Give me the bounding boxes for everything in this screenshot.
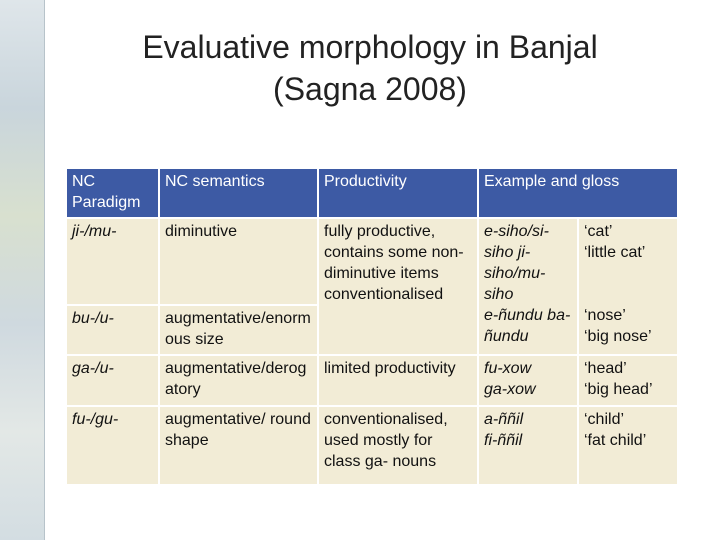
header-example bbox=[478, 168, 678, 218]
row-3-example bbox=[478, 355, 578, 406]
row-2-paradigm bbox=[66, 305, 159, 355]
row-3-paradigm-text: ga-/u- bbox=[72, 360, 114, 377]
row-2-semantics-text: augmentative/enormous size bbox=[165, 310, 311, 348]
header-nc-paradigm bbox=[66, 168, 159, 218]
header-productivity-label: Productivity bbox=[324, 173, 407, 190]
row-1-gloss-2: ‘little cat’ bbox=[584, 244, 646, 261]
row-1-example-text: e-siho/si-siho ji-siho/mu-siho bbox=[484, 223, 549, 303]
row-1-productivity-text: fully productive, contains some non-diminutive items bbox=[324, 223, 464, 282]
slide-title bbox=[60, 26, 680, 110]
header-example-label: Example and gloss bbox=[484, 173, 620, 190]
rows-1-2-gloss bbox=[578, 218, 678, 355]
row-3-example-1: fu-xow bbox=[484, 360, 532, 377]
row-3-gloss-1: ‘head’ bbox=[584, 360, 627, 377]
row-1-semantics-text: diminutive bbox=[165, 223, 238, 240]
row-2-paradigm-text: bu-/u- bbox=[72, 310, 114, 327]
row-4-example-1: a-ññil bbox=[484, 411, 524, 428]
row-2-gloss-2: ‘big nose’ bbox=[584, 328, 652, 345]
row-2-productivity-text: conventionalised bbox=[324, 286, 444, 303]
slide-title-line-2: (Sagna 2008) bbox=[273, 71, 467, 107]
header-nc-paradigm-label: NC Paradigm bbox=[72, 173, 141, 211]
row-3-productivity bbox=[318, 355, 478, 406]
header-productivity bbox=[318, 168, 478, 218]
slide-title-line-1: Evaluative morphology in Banjal bbox=[142, 29, 598, 65]
decorative-side-strip bbox=[0, 0, 44, 540]
rows-1-2-productivity bbox=[318, 218, 478, 355]
row-4-gloss bbox=[578, 406, 678, 485]
row-2-semantics bbox=[159, 305, 318, 355]
row-4-productivity bbox=[318, 406, 478, 485]
row-3-semantics bbox=[159, 355, 318, 406]
side-strip-edge bbox=[44, 0, 45, 540]
row-3-gloss bbox=[578, 355, 678, 406]
row-4-example bbox=[478, 406, 578, 485]
row-4-example-2: fi-ññil bbox=[484, 432, 523, 449]
row-4-productivity-text: conventionalised, used mostly for class ga- nouns bbox=[324, 411, 448, 470]
rows-1-2-example bbox=[478, 218, 578, 355]
row-3-paradigm bbox=[66, 355, 159, 406]
row-3-gloss-2: ‘big head’ bbox=[584, 381, 653, 398]
nc-table bbox=[66, 168, 678, 485]
row-4-gloss-2: ‘fat child’ bbox=[584, 432, 647, 449]
row-3-productivity-text: limited productivity bbox=[324, 360, 456, 377]
row-1-gloss-1: ‘cat’ bbox=[584, 223, 613, 240]
row-4-gloss-1: ‘child’ bbox=[584, 411, 625, 428]
row-2-gloss-1: ‘nose’ bbox=[584, 307, 626, 324]
row-4-semantics-text: augmentative/ round shape bbox=[165, 411, 311, 449]
row-1-paradigm-text: ji-/mu- bbox=[72, 223, 117, 240]
row-3-example-2: ga-xow bbox=[484, 381, 536, 398]
header-nc-semantics-label: NC semantics bbox=[165, 173, 265, 190]
row-1-paradigm bbox=[66, 218, 159, 305]
row-4-paradigm bbox=[66, 406, 159, 485]
row-2-gloss bbox=[584, 305, 652, 347]
header-nc-semantics bbox=[159, 168, 318, 218]
row-4-paradigm-text: fu-/gu- bbox=[72, 411, 119, 428]
row-4-semantics bbox=[159, 406, 318, 485]
row-2-example-text: e-ñundu ba-ñundu bbox=[484, 307, 571, 345]
row-3-semantics-text: augmentative/derogatory bbox=[165, 360, 307, 398]
row-1-semantics bbox=[159, 218, 318, 305]
